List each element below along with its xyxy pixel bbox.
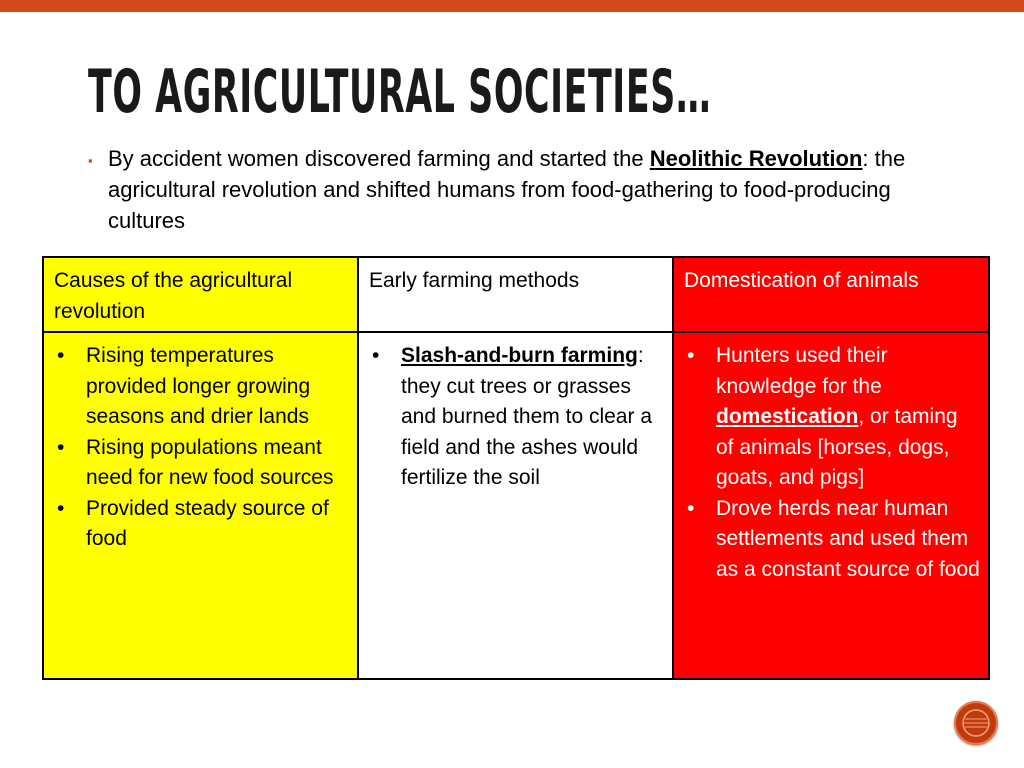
list-item [54,433,349,494]
term-domestication: domestication [716,405,859,428]
bullet-dot-icon: • [687,344,695,367]
intro-term-neolithic-revolution: Neolithic Revolution [649,146,863,171]
bullet-dot-icon: • [57,435,65,459]
square-bullet-icon: ▪ [88,153,93,168]
list-item [369,341,664,494]
cell-farming-methods [358,332,673,679]
agriculture-table [42,256,990,680]
cause-text: Rising temperatures provided longer growing seasons and drier lands [86,344,311,428]
bullet-dot-icon: • [57,496,65,520]
method-text: : they cut trees or grasses and burned them to clear a field and the ashes would fertilize the soil [401,344,652,489]
top-accent-bar [0,0,1024,12]
table-body-row [43,332,989,679]
list-item [684,341,980,494]
intro-part1: By accident women discovered farming and started the [108,146,650,171]
ring-lines-icon [961,708,991,738]
intro-bullet [88,143,968,236]
intro-text [108,143,968,236]
bullet-dot-icon: • [372,344,380,367]
cell-domestication [673,332,989,679]
domestication-text: Hunters used their knowledge for the [716,344,888,398]
methods-list [369,341,664,494]
circle-nav-icon[interactable] [954,701,998,745]
header-domestication: Domestication of animals [673,257,989,332]
cell-causes [43,332,358,679]
bullet-dot-icon: • [687,496,695,520]
cause-text: Rising populations meant need for new food sources [86,435,334,489]
causes-list [54,341,349,555]
slide-title: TO AGRICULTURAL SOCIETIES… [88,57,712,127]
list-item [54,494,349,555]
bullet-dot-icon: • [57,344,65,367]
domestication-text: , or taming of animals [horses, dogs, goats, and pigs] [716,405,958,489]
domestication-text: Drove herds near human settlements and used them as a constant source of food [716,496,980,581]
header-farming-methods: Early farming methods [358,257,673,332]
list-item [54,341,349,433]
cause-text: Provided steady source of food [86,496,329,550]
list-item [684,494,980,586]
term-slash-and-burn: Slash-and-burn farming [401,344,638,367]
table-header-row [43,257,989,332]
header-causes: Causes of the agricultural revolution [43,257,358,332]
intro-part2: : the agricultural revolution and shifted humans from food-gathering to food-producing cultures [108,146,906,233]
domestication-list [684,341,980,585]
